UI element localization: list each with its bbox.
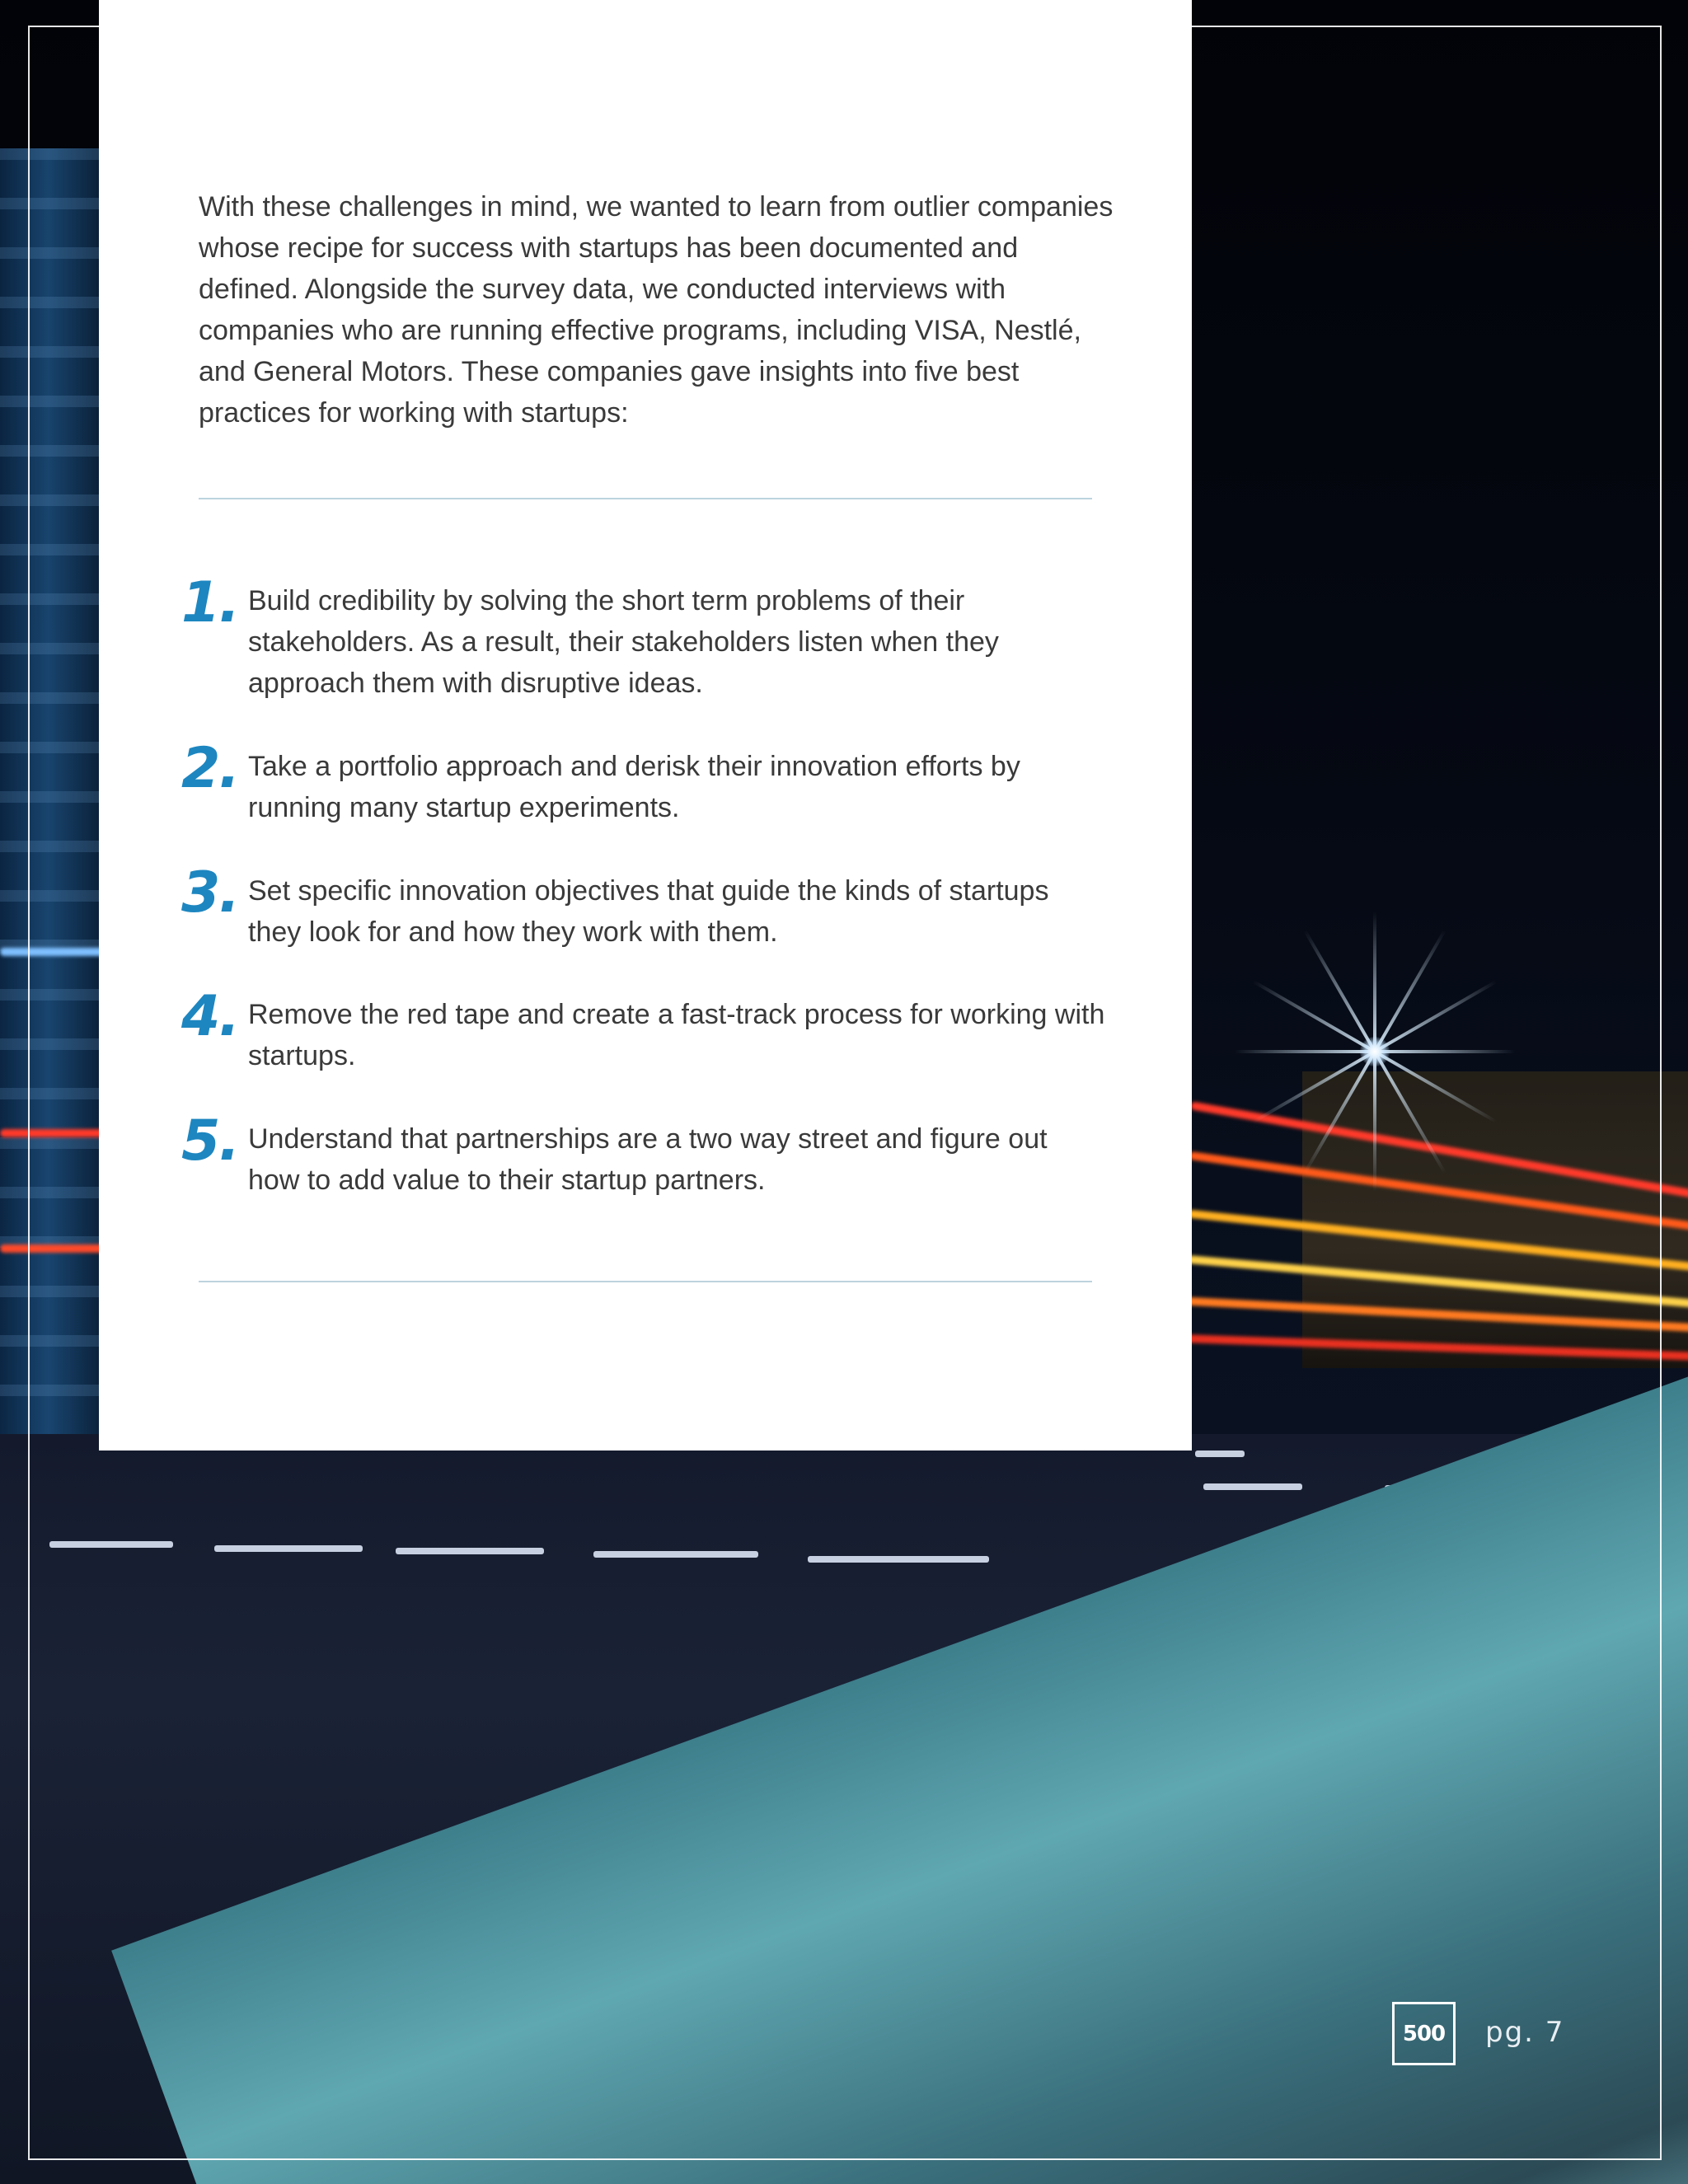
divider-bottom: [199, 1281, 1092, 1282]
page-number-value: 7: [1545, 2016, 1565, 2049]
practice-number: 1.: [181, 570, 239, 635]
page-label: pg.: [1485, 2016, 1535, 2049]
practice-number: 2.: [181, 736, 239, 801]
practice-text: Understand that partnerships are a two way street and figure out how to add value to their startup partners.: [248, 1123, 1048, 1196]
500-logo-icon: [1392, 2002, 1456, 2065]
content-panel: [99, 0, 1192, 1451]
practice-text: Set specific innovation objectives that guide the kinds of startups they look for and how they work with them.: [248, 875, 1049, 948]
logo-text: 500: [1402, 2021, 1446, 2046]
practice-number: 3.: [181, 860, 239, 926]
practice-text: Build credibility by solving the short term problems of their stakeholders. As a result, their stakeholders listen when they approach them with disruptive ideas.: [248, 585, 999, 699]
practice-text: Remove the red tape and create a fast-track process for working with startups.: [248, 999, 1105, 1071]
practice-text: Take a portfolio approach and derisk their innovation efforts by running many startup experiments.: [248, 751, 1020, 823]
intro-paragraph: With these challenges in mind, we wanted to learn from outlier companies whose recipe for success with startups has been documented and defined. Alongside the survey data, we conducted interviews with companies who are running effective programs, including VISA, Nestlé, and General Motors. These companies gave insights into five best practices for working with startups:: [199, 191, 1114, 429]
practice-number: 5.: [181, 1108, 239, 1174]
practice-number: 4.: [181, 984, 239, 1049]
divider-top: [199, 498, 1092, 499]
page-number: [1485, 2016, 1564, 2049]
